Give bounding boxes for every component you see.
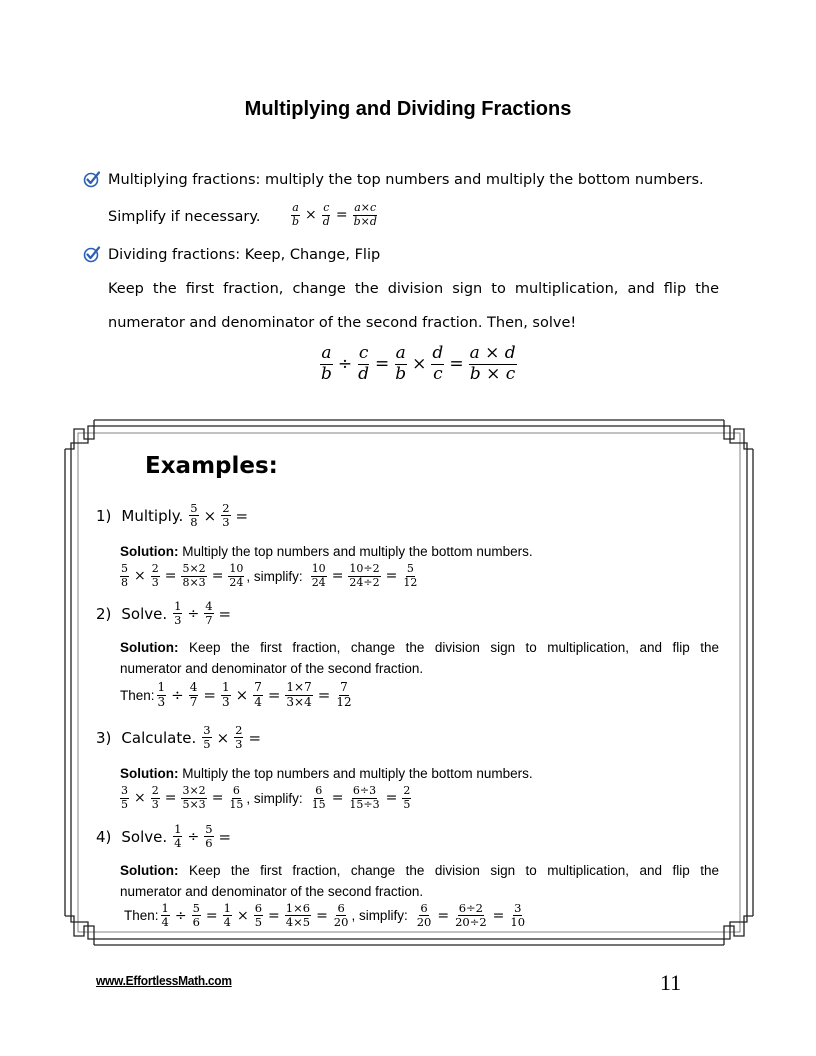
example-1-work: $\frac{5}{8}$ × $\frac{2}{3}$ = $\frac{5\times 2}{8\times 3}$ = $\frac{10}{24}$ , simplify: $\frac{10}{24}$ = $\frac{10\div 2}{24\div 2}$ = $\frac{5}{12}$ xyxy=(121,562,418,589)
example-4-question: 4) Solve. $\frac{1}{4}$ ÷ $\frac{5}{6}$ = xyxy=(96,822,232,851)
dividing-explanation-line1: Keep the first fraction, change the division sign to multiplication, and flip the xyxy=(108,281,719,297)
page-title: Multiplying and Dividing Fractions xyxy=(244,98,572,120)
example-3-question: 3) Calculate. $\frac{3}{5}$ × $\frac{2}{3}$ = xyxy=(96,723,262,752)
example-2-solution-line1: Solution: Keep the first fraction, change the division sign to multiplication, and flip the xyxy=(120,640,719,655)
check-circle-icon xyxy=(83,245,101,263)
example-4-solution-line2: numerator and denominator of the second fraction. xyxy=(120,884,424,899)
multiplying-rule-text: Multiplying fractions: multiply the top numbers and multiply the bottom numbers. xyxy=(108,172,704,188)
division-formula: $\frac{a}{b}$ ÷ $\frac{c}{d}$ = $\frac{a}{b}$ × $\frac{d}{c}$ = $\frac{a \times d}{b \times c}$ xyxy=(321,343,516,384)
dividing-explanation-line2: numerator and denominator of the second fraction. Then, solve! xyxy=(108,315,577,331)
page-number: 11 xyxy=(660,970,682,995)
example-1-solution: Solution: Multiply the top numbers and multiply the bottom numbers. xyxy=(120,544,533,559)
example-2-work: Then: $\frac{1}{3}$ ÷ $\frac{4}{7}$ = $\frac{1}{3}$ × $\frac{7}{4}$ = $\frac{1\times 7}{3\times 4}$ = $\frac{7}{12}$ xyxy=(120,680,352,709)
website-link[interactable]: www.EffortlessMath.com xyxy=(96,973,232,988)
multiplication-formula: $\frac{a}{b}$ × $\frac{c}{d}$ = $\frac{a\times c}{b\times d}$ xyxy=(292,201,377,228)
example-4-work: Then: $\frac{1}{4}$ ÷ $\frac{5}{6}$ = $\frac{1}{4}$ × $\frac{6}{5}$ = $\frac{1\times 6}{4\times 5}$ = $\frac{6}{20}$ , simplify: $\frac{6}{20}$ = $\frac{6\div 2}{20\div 2}$ = $\frac{3}{10}$ xyxy=(124,901,526,930)
example-2-solution-line2: numerator and denominator of the second fraction. xyxy=(120,661,424,676)
examples-heading: Examples: xyxy=(145,453,278,479)
example-3-work: $\frac{3}{5}$ × $\frac{2}{3}$ = $\frac{3\times 2}{5\times 3}$ = $\frac{6}{15}$ , simplify: $\frac{6}{15}$ = $\frac{6\div 3}{15\div 3}$ = $\frac{2}{5}$ xyxy=(121,784,411,811)
example-2-question: 2) Solve. $\frac{1}{3}$ ÷ $\frac{4}{7}$ = xyxy=(96,599,232,628)
example-4-solution-line1: Solution: Keep the first fraction, change the division sign to multiplication, and flip the xyxy=(120,863,719,878)
dividing-rule-text: Dividing fractions: Keep, Change, Flip xyxy=(108,247,381,263)
check-circle-icon xyxy=(83,170,101,188)
example-3-solution: Solution: Multiply the top numbers and multiply the bottom numbers. xyxy=(120,766,533,781)
simplify-text: Simplify if necessary. xyxy=(108,209,261,225)
example-1-question: 1) Multiply. $\frac{5}{8}$ × $\frac{2}{3}$ = xyxy=(96,501,249,530)
